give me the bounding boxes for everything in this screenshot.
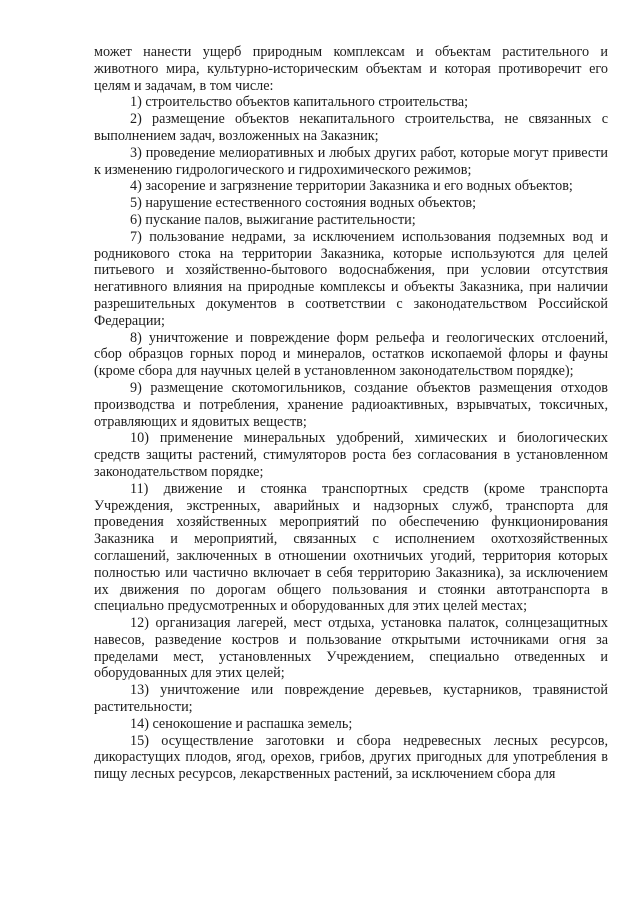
list-item-6: 6) пускание палов, выжигание растительности; [130, 211, 416, 228]
list-item-3: 3) проведение мелиоративных и любых других работ, которые могут привести к изменению гидрологического и гидрохимического режимов; [94, 144, 608, 178]
list-item-4: 4) засорение и загрязнение территории Заказника и его водных объектов; [130, 178, 573, 195]
list-item-11: 11) движение и стоянка транспортных средств (кроме транспорта Учреждения, экстренных, аварийных и надзорных служб, транспорта для проведения хозяйственных мероприятий по обеспечению функционирования Заказника и мероприятий, связанных с исполнением охотхозяйственных соглашений, заключенных в отношении охотничьих угодий, территория которых полностью или частично включает в себя территорию Заказника), за исключением их движения по дорогам общего пользования и стоянки автотранспорта в специально предусмотренных и оборудованных для этих целей местах; [94, 480, 608, 615]
list-item-15: 15) осуществление заготовки и сбора недревесных лесных ресурсов, дикорастущих плодов, ягод, орехов, грибов, других пригодных для употребления в пищу лесных ресурсов, лекарственных растений, за исключением сбора для [94, 732, 608, 783]
list-item-7: 7) пользование недрами, за исключением использования подземных вод и родникового стока на территории Заказника, которые используются для целей питьевого и хозяйственно-бытового водоснабжения, при условии отсутствия негативного влияния на природные комплексы и объекты Заказника, при наличии разрешительных документов в соответствии с законодательством Российской Федерации; [94, 228, 608, 329]
list-item-14: 14) сенокошение и распашка земель; [130, 715, 353, 732]
list-item-1: 1) строительство объектов капитального строительства; [130, 94, 469, 111]
paragraph-intro: может нанести ущерб природным комплексам и объектам растительного и животного мира, культурно-историческим объектам и которая противоречит его целям и задачам, в том числе: [94, 44, 608, 94]
list-item-13: 13) уничтожение или повреждение деревьев, кустарников, травянистой растительности; [94, 682, 608, 716]
list-item-10: 10) применение минеральных удобрений, химических и биологических средств защиты растений, стимуляторов роста без согласования в установленном законодательством порядке; [94, 430, 608, 480]
list-item-5: 5) нарушение естественного состояния водных объектов; [130, 195, 477, 212]
list-item-12: 12) организация лагерей, мест отдыха, установка палаток, солнцезащитных навесов, разведение костров и пользование открытыми источниками огня за пределами мест, установленных Учреждением, специально отведенных и оборудованных для этих целей; [94, 615, 608, 682]
document-body [94, 44, 608, 783]
list-item-8: 8) уничтожение и повреждение форм рельефа и геологических отслоений, сбор образцов горных пород и минералов, остатков ископаемой флоры и фауны (кроме сбора для научных целей в установленном законодательством порядке); [94, 329, 608, 380]
list-item-9: 9) размещение скотомогильников, создание объектов размещения отходов производства и потребления, хранение радиоактивных, взрывчатых, токсичных, отравляющих и ядовитых веществ; [94, 379, 608, 430]
list-item-2: 2) размещение объектов некапитального строительства, не связанных с выполнением задач, возложенных на Заказник; [94, 111, 608, 144]
